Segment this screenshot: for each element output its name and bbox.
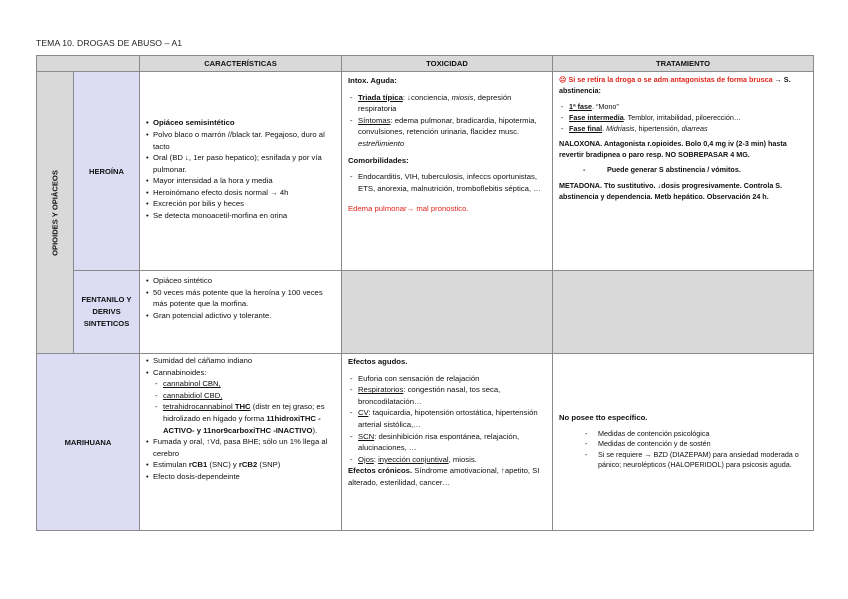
list-item: - Euforia con sensación de relajación xyxy=(348,373,546,385)
list-item: • Heroinómano efecto dosis normal → 4h xyxy=(146,187,335,199)
header-row xyxy=(37,56,814,72)
group-label-opioides: OPIOIDES Y OPIÁCEOS xyxy=(50,169,60,256)
fentanilo-toxicidad-empty xyxy=(342,271,553,354)
marihuana-trat-list xyxy=(559,429,807,471)
fentanilo-tratamiento-empty xyxy=(553,271,814,354)
list-item: - 1ª fase. “Mono” xyxy=(559,101,807,112)
row-label-heroina: HEROÍNA xyxy=(74,72,140,271)
list-item: • Oral (BD ↓, 1er paso hepatico); esnifada y por vía pulmonar. xyxy=(146,152,335,175)
marihuana-tratamiento xyxy=(553,354,814,531)
header-empty xyxy=(37,56,140,72)
intox-aguda-title: Intox. Aguda: xyxy=(348,76,397,85)
header-tratamiento: TRATAMIENTO xyxy=(553,56,814,72)
edema-warning: Edema pulmonar→ mal pronostico. xyxy=(348,204,469,214)
list-item: - Fase final. Midriasis, hipertensión, diarreas xyxy=(559,123,807,134)
list-item: - cannabinol CBN, xyxy=(153,378,335,390)
comorbilidades-title: Comorbilidades: xyxy=(348,155,409,165)
row-heroina xyxy=(37,72,814,271)
heroina-toxicidad xyxy=(342,72,553,271)
withdrawal-warning: ☹ Si se retira la droga o se adm antagonistas de forma brusca xyxy=(559,75,773,84)
header-toxicidad: TOXICIDAD xyxy=(342,56,553,72)
list-item: - tetrahidrocannabinol THC (distr en tej graso; es hidrolizado en hígado y forma 11hidroxiTHC -ACTIVO- y 11nor9carboxiTHC -INACTIVO). xyxy=(153,401,335,436)
efectos-agudos-list xyxy=(348,373,546,466)
marihuana-caracteristicas xyxy=(140,354,342,531)
row-marihuana xyxy=(37,354,814,531)
no-tto-title: No posee tto específico. xyxy=(559,413,648,423)
group-cell-opioides xyxy=(37,72,74,354)
list-item: - Ojos: inyección conjuntival, miosis. xyxy=(348,454,546,466)
row-fentanilo xyxy=(37,271,814,354)
header-caracteristicas: CARACTERÍSTICAS xyxy=(140,56,342,72)
cannabinoides-list xyxy=(153,378,335,436)
list-item: • Opiáceo sintético xyxy=(146,275,335,287)
list-item: • Se detecta monoacetil-morfina en orina xyxy=(146,210,335,222)
efectos-cronicos: Efectos crónicos. Síndrome amotivacional, ↑apetito, SI alterado, esterilidad, cancer… xyxy=(348,466,540,487)
list-item: • Cannabinoides: - cannabinol CBN, - cannabidiol CBD, - tetrahidrocannabinol THC (distr en tej graso; es hidrolizado en hígado y forma 11hidroxiTHC -ACTIVO- y 11nor9carboxiTHC -INACTIVO). xyxy=(146,367,335,437)
fentanilo-car-list xyxy=(146,275,335,321)
list-item: • Efecto dosis-dependeinte xyxy=(146,471,335,483)
list-item: - Triada típica: ↓conciencia, miosis, depresión respiratoria xyxy=(348,92,546,115)
list-item: - Medidas de contención y de sostén xyxy=(585,439,807,450)
marihuana-car-list xyxy=(146,355,335,483)
heroina-caracteristicas xyxy=(140,72,342,271)
list-item: • Estimulan rCB1 (SNC) y rCB2 (SNP) xyxy=(146,459,335,471)
list-item: - Síntomas: edema pulmonar, bradicardia, hipotermia, convulsiones, retención urinaria, flacidez musc. estreñimiento xyxy=(348,115,546,150)
list-item: • Mayor intensidad a la hora y media xyxy=(146,175,335,187)
list-item: • Fumada y oral, ↑Vd, pasa BHE; sólo un 1% llega al cerebro xyxy=(146,436,335,459)
document-title: TEMA 10. DROGAS DE ABUSO – A1 xyxy=(36,38,183,48)
intox-list xyxy=(348,92,546,150)
list-item: - Medidas de contención psicológica xyxy=(585,429,807,440)
list-item: - Respiratorios: congestión nasal, tos seca, broncodilatación… xyxy=(348,384,546,407)
list-item: - Fase intermedia. Temblor, irritabilidad, piloerección… xyxy=(559,112,807,123)
fentanilo-caracteristicas xyxy=(140,271,342,354)
list-item: - cannabidiol CBD, xyxy=(153,390,335,402)
heroina-tratamiento: ☹ Si se retira la droga o se adm antagonistas de forma brusca → S. abstinencia: - 1ª fase. “Mono” - Fase intermedia. Temblor, irritabilidad, piloerección… - Fase final. Midriasis, hipertensión, diarreas NALOXONA. Antagonista r.opioides. Bolo 0,4 mg iv (2-3 min) hasta revertir bradipnea o paro resp. NO SOBREPASAR 4 MG. - Puede generar S abstinencia / vómitos. METADONA. Tto sustitutivo. ↓dosis progresivamente. Controla S. abstinencia y dependencia. Metb hepático. Observación 24 h. xyxy=(553,72,814,271)
list-item: - Endocarditis, VIH, tuberculosis, infeccs oportunistas, ETS, anorexia, malnutrición, tromboflebitis séptica, … xyxy=(348,171,546,194)
metadona-text: METADONA. Tto sustitutivo. ↓dosis progresivamente. Controla S. abstinencia y dependencia. Metb hepático. Observación 24 h. xyxy=(559,180,783,201)
heroina-car-list xyxy=(146,117,335,221)
list-item: - Si se requiere → BZD (DIAZEPAM) para ansiedad moderada o pánico; neurolépticos (HALOPERIDOL) para psicosis aguda. xyxy=(585,450,807,471)
list-item: - SCN: desinhibición risa espontánea, relajación, alucinaciones, … xyxy=(348,431,546,454)
abstinencia-note: - Puede generar S abstinencia / vómitos. xyxy=(583,165,741,175)
efectos-agudos-title: Efectos agudos. xyxy=(348,357,408,366)
fases-list xyxy=(559,101,807,134)
list-item: • Polvo blaco o marrón //black tar. Pegajoso, duro al tacto xyxy=(146,129,335,152)
row-label-marihuana: MARIHUANA xyxy=(37,354,140,531)
list-item: • 50 veces más potente que la heroína y 100 veces más potente que la morfina. xyxy=(146,287,335,310)
drug-table xyxy=(36,55,814,531)
list-item: • Gran potencial adictivo y tolerante. xyxy=(146,310,335,322)
naloxona-text: NALOXONA. Antagonista r.opioides. Bolo 0,4 mg iv (2-3 min) hasta revertir bradipnea o paro resp. NO SOBREPASAR 4 MG. xyxy=(559,139,787,159)
marihuana-toxicidad xyxy=(342,354,553,531)
comorb-list xyxy=(348,171,546,194)
row-label-fentanilo: FENTANILO Y DERIVS SINTETICOS xyxy=(74,271,140,354)
list-item: • Sumidad del cáñamo indiano xyxy=(146,355,335,367)
list-item: • Opiáceo semisintético xyxy=(146,117,335,129)
list-item: - CV: taquicardia, hipotensión ortostática, hipertensión arterial sistólica,… xyxy=(348,407,546,430)
list-item: • Excreción por bilis y heces xyxy=(146,198,335,210)
